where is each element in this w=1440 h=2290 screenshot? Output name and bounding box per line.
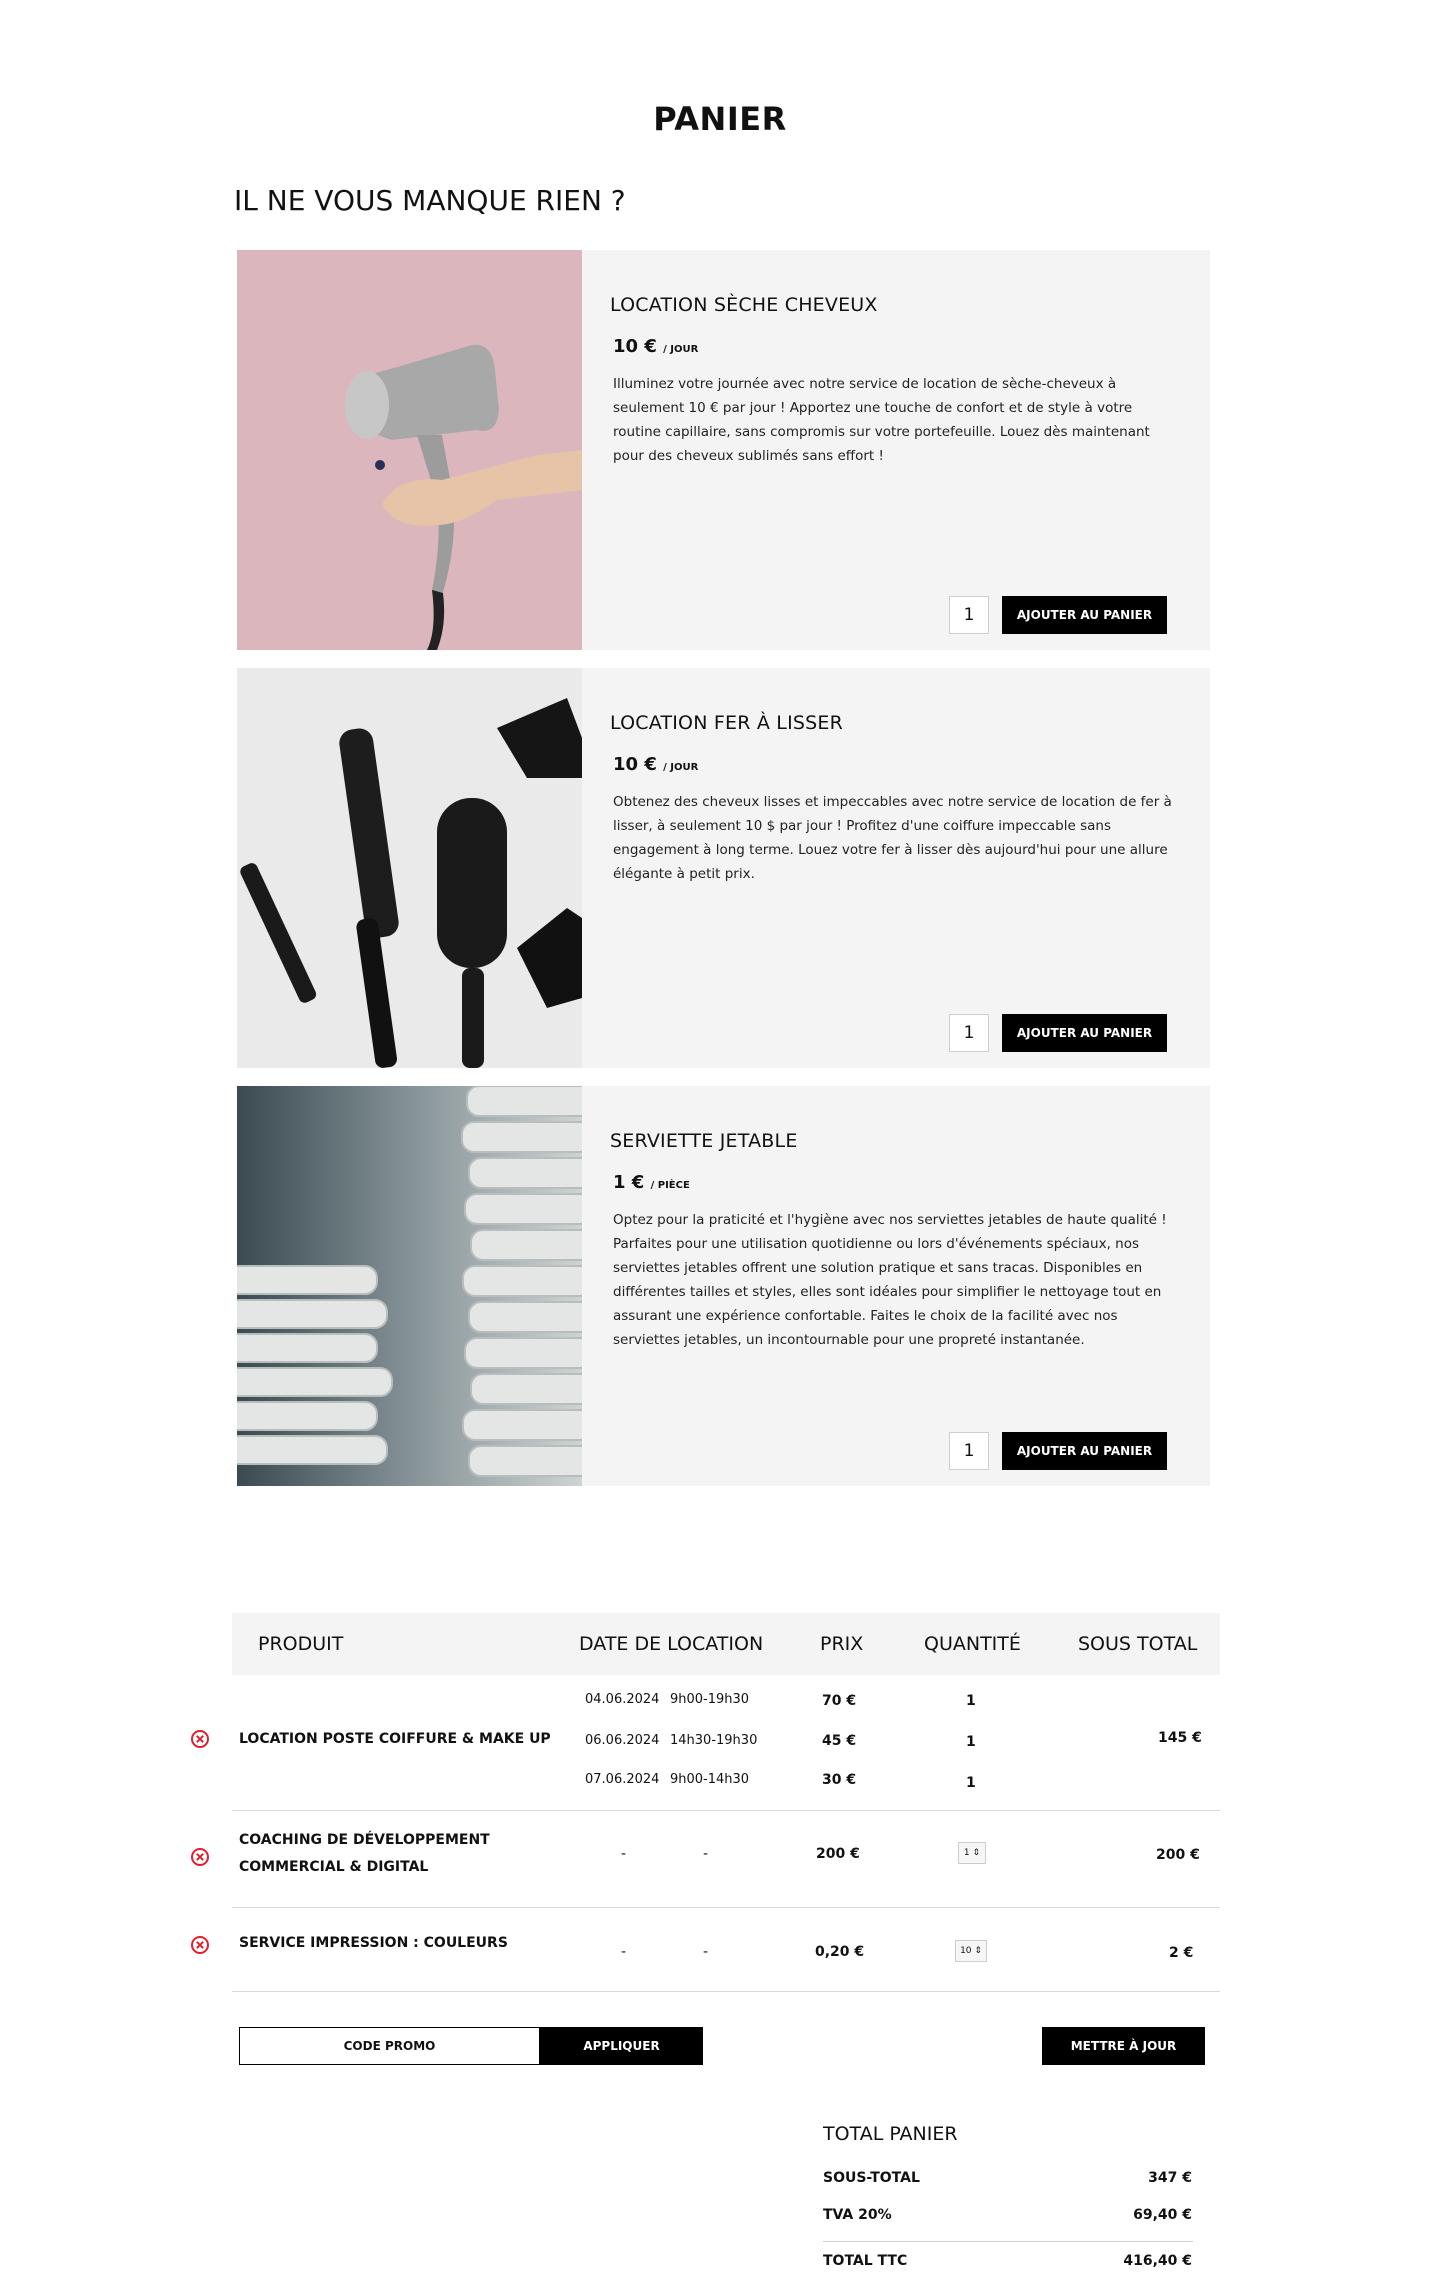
towels-image xyxy=(237,1086,582,1486)
remove-item-icon[interactable] xyxy=(190,1729,210,1749)
upsell-title: IL NE VOUS MANQUE RIEN ? xyxy=(234,184,626,217)
row-divider xyxy=(232,1991,1220,1992)
stepper-value: 10 xyxy=(960,1946,972,1956)
rental-date: 07.06.2024 xyxy=(585,1772,660,1787)
header-date: DATE DE LOCATION xyxy=(579,1633,764,1655)
product-card xyxy=(237,250,1210,650)
subtotal-label: SOUS-TOTAL xyxy=(823,2170,920,2186)
update-cart-button[interactable]: METTRE À JOUR xyxy=(1042,2027,1205,2065)
row-subtotal: 145 € xyxy=(1158,1730,1202,1746)
price-value: 10 € xyxy=(613,754,657,775)
rental-time: - xyxy=(703,1846,709,1862)
product-card xyxy=(237,1086,1210,1486)
line-quantity: 1 xyxy=(966,1693,976,1709)
add-to-cart-button[interactable]: AJOUTER AU PANIER xyxy=(1002,1014,1167,1052)
rental-time: 9h00-14h30 xyxy=(670,1772,750,1787)
remove-item-icon[interactable] xyxy=(190,1935,210,1955)
row-divider xyxy=(232,1810,1220,1811)
header-subtotal: SOUS TOTAL xyxy=(1078,1633,1198,1655)
apply-promo-button[interactable]: APPLIQUER xyxy=(540,2027,703,2065)
product-description: Optez pour la praticité et l'hygiène avec nos serviettes jetables de haute qualité ! Parfaites pour une utilisation quotidienne ou lors d'événements spéciaux, nos serviettes jetables offrent une solution pratique et sans tracas. Disponibles en différentes tailles et styles, elles sont idéales pour simplifier le nettoyage tout en assurant une expérience confortable. Faites le choix de la facilité avec nos serviettes jetables, un incontournable pour une propreté instantanée. xyxy=(613,1212,1167,1348)
tax-label: TVA 20% xyxy=(823,2207,892,2223)
rental-date: - xyxy=(621,1846,627,1862)
price-value: 1 € xyxy=(613,1172,645,1193)
price-unit: / PIÈCE xyxy=(650,1180,690,1191)
product-description: Obtenez des cheveux lisses et impeccables avec notre service de location de fer à lisser, à seulement 10 $ par jour ! Profitez d'une coiffure impeccable sans engagement à long terme. Louez votre fer à lisser dès aujourd'hui pour une allure élégante à petit prix. xyxy=(613,794,1172,882)
line-price: 45 € xyxy=(822,1733,857,1749)
product-name: LOCATION SÈCHE CHEVEUX xyxy=(610,294,878,316)
row-subtotal: 200 € xyxy=(1156,1847,1200,1863)
line-quantity: 1 xyxy=(966,1734,976,1750)
cart-product-name: COACHING DE DÉVELOPPEMENT xyxy=(239,1832,490,1848)
cart-product-name-line2: COMMERCIAL & DIGITAL xyxy=(239,1859,429,1875)
price-value: 10 € xyxy=(613,336,657,357)
product-name: LOCATION FER À LISSER xyxy=(610,712,843,734)
rental-date: 04.06.2024 xyxy=(585,1692,660,1707)
total-label: TOTAL TTC xyxy=(823,2253,908,2269)
line-price: 0,20 € xyxy=(815,1944,865,1960)
quantity-input[interactable]: 1 xyxy=(949,1432,989,1470)
quantity-input[interactable]: 1 xyxy=(949,1014,989,1052)
rental-date: - xyxy=(621,1944,627,1960)
header-price: PRIX xyxy=(820,1633,864,1655)
product-price xyxy=(613,754,698,775)
rental-time: - xyxy=(703,1944,709,1960)
product-price xyxy=(613,1172,690,1193)
product-card xyxy=(237,668,1210,1068)
cart-table-header xyxy=(232,1613,1220,1675)
cart-totals-title: TOTAL PANIER xyxy=(823,2123,958,2145)
quantity-stepper[interactable]: 1 ⇕ xyxy=(958,1842,986,1864)
product-description: Illuminez votre journée avec notre service de location de sèche-cheveux à seulement 10 € par jour ! Apportez une touche de confort et de style à votre routine capillaire, sans compromis sur votre portefeuille. Louez dès maintenant pour des cheveux sublimés sans effort ! xyxy=(613,376,1150,464)
row-divider xyxy=(232,1907,1220,1908)
line-quantity: 1 xyxy=(966,1775,976,1791)
page-title: PANIER xyxy=(653,100,787,138)
cart-product-name: SERVICE IMPRESSION : COULEURS xyxy=(239,1935,508,1951)
rental-time: 9h00-19h30 xyxy=(670,1692,750,1707)
tax-value: 69,40 € xyxy=(1133,2207,1192,2223)
price-unit: / JOUR xyxy=(663,762,699,773)
promo-code-input[interactable]: CODE PROMO xyxy=(239,2027,540,2065)
product-price xyxy=(613,336,698,357)
subtotal-value: 347 € xyxy=(1148,2170,1192,2186)
remove-item-icon[interactable] xyxy=(190,1847,210,1867)
header-quantity: QUANTITÉ xyxy=(924,1633,1021,1655)
rental-time: 14h30-19h30 xyxy=(670,1733,758,1748)
line-price: 200 € xyxy=(816,1846,860,1862)
header-product: PRODUIT xyxy=(258,1633,344,1655)
quantity-stepper[interactable]: 10 ⇕ xyxy=(955,1940,987,1962)
product-name: SERVIETTE JETABLE xyxy=(610,1130,798,1152)
price-unit: / JOUR xyxy=(663,344,699,355)
row-subtotal: 2 € xyxy=(1169,1945,1194,1961)
totals-divider xyxy=(823,2241,1193,2242)
hair-straightener-image xyxy=(237,668,582,1068)
rental-date: 06.06.2024 xyxy=(585,1733,660,1748)
stepper-value: 1 xyxy=(963,1848,970,1858)
hair-dryer-image xyxy=(237,250,582,650)
quantity-input[interactable]: 1 xyxy=(949,596,989,634)
line-price: 30 € xyxy=(822,1772,857,1788)
add-to-cart-button[interactable]: AJOUTER AU PANIER xyxy=(1002,596,1167,634)
total-value: 416,40 € xyxy=(1123,2253,1192,2269)
cart-product-name: LOCATION POSTE COIFFURE & MAKE UP xyxy=(239,1731,551,1747)
add-to-cart-button[interactable]: AJOUTER AU PANIER xyxy=(1002,1432,1167,1470)
line-price: 70 € xyxy=(822,1693,857,1709)
